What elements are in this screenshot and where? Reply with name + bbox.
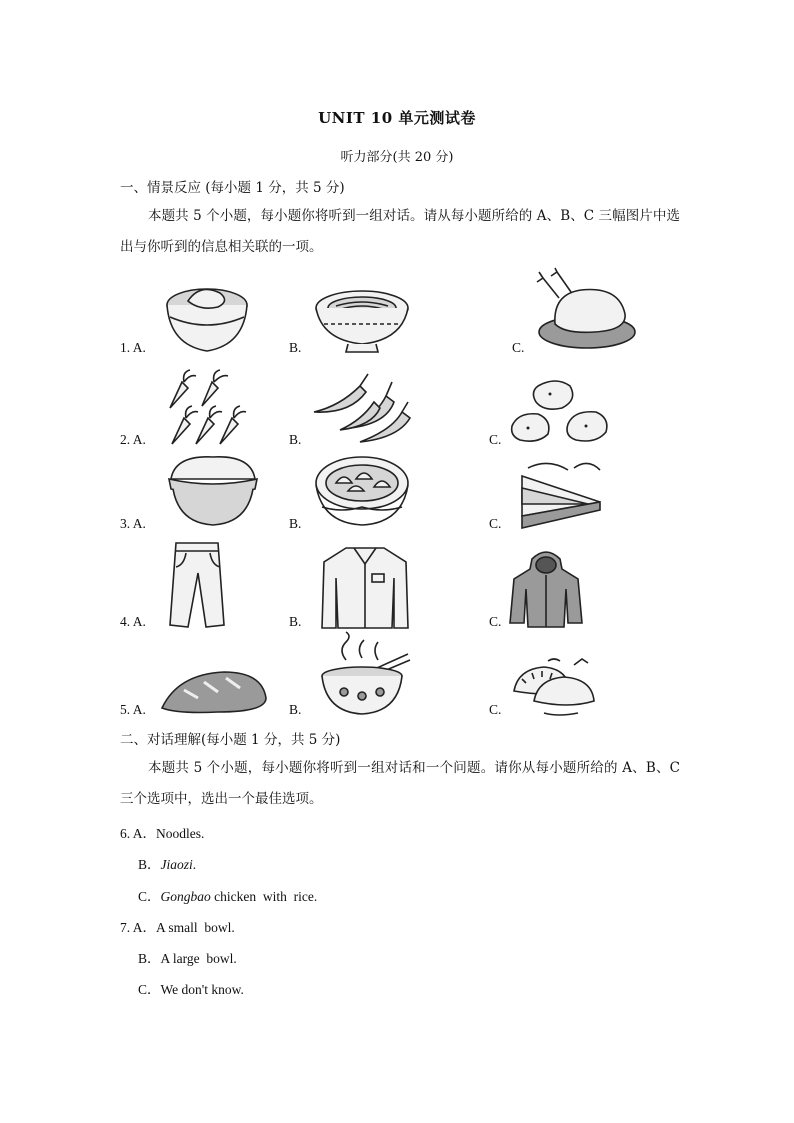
option-text: chicken with rice. bbox=[210, 889, 318, 904]
q1-label-b: B. bbox=[289, 340, 302, 355]
option-letter: B． bbox=[138, 857, 161, 872]
option-letter: A． bbox=[132, 826, 157, 841]
section2-instruction: 本题共 5 个小题，每小题你将听到一组对话和一个问题。请你从每小题所给的 A、B、C 三个选项中，选出一个最佳选项。 bbox=[120, 760, 680, 807]
q3-label-a: 3. A. bbox=[120, 516, 146, 531]
q4-label-a: 4. A. bbox=[120, 614, 146, 629]
pants-icon bbox=[162, 539, 232, 631]
carrots-icon bbox=[162, 368, 246, 448]
option-text: . bbox=[192, 857, 197, 872]
question-number: 7. bbox=[120, 920, 131, 935]
option-italic-text: Jiaozi bbox=[160, 857, 193, 872]
q5-label-a: 5. A. bbox=[120, 702, 146, 717]
option-text: Noodles. bbox=[156, 826, 205, 841]
roast-chicken-icon bbox=[535, 268, 639, 354]
section1-heading: 一、情景反应 (每小题 1 分，共 5 分) bbox=[120, 180, 345, 196]
q7-option-c[interactable] bbox=[138, 978, 244, 998]
potatoes-icon bbox=[508, 376, 628, 446]
rice-bowl-with-chicken-icon bbox=[160, 283, 255, 355]
rice-bowl-icon bbox=[165, 453, 261, 529]
option-letter: C． bbox=[138, 889, 161, 904]
question-number: 6. bbox=[120, 826, 131, 841]
option-text: A large bowl. bbox=[160, 951, 237, 966]
option-letter: A． bbox=[132, 920, 157, 935]
noodle-bowl-icon bbox=[312, 288, 412, 356]
chili-peppers-icon bbox=[310, 372, 414, 448]
q3-label-b: B. bbox=[289, 516, 302, 531]
option-letter: C． bbox=[138, 982, 161, 997]
q4-label-b: B. bbox=[289, 614, 302, 629]
sandwich-icon bbox=[508, 458, 608, 534]
dumpling-soup-bowl-icon bbox=[312, 453, 412, 529]
dumplings-icon bbox=[508, 655, 604, 717]
shirt-icon bbox=[318, 544, 412, 630]
q6-option-c[interactable] bbox=[138, 885, 317, 905]
q6-option-b[interactable] bbox=[138, 853, 196, 873]
q1-label-a: 1. A. bbox=[120, 340, 146, 355]
q2-label-a: 2. A. bbox=[120, 432, 146, 447]
page-title: UNIT 10 单元测试卷 bbox=[318, 109, 476, 127]
option-text: We don't know. bbox=[160, 982, 244, 997]
q5-label-b: B. bbox=[289, 702, 302, 717]
q3-label-c: C. bbox=[489, 516, 502, 531]
option-letter: B． bbox=[138, 951, 161, 966]
q4-label-c: C. bbox=[489, 614, 502, 629]
q2-label-c: C. bbox=[489, 432, 502, 447]
jacket-icon bbox=[508, 549, 584, 629]
q7-option-b[interactable] bbox=[138, 947, 237, 967]
section2-heading: 二、对话理解(每小题 1 分，共 5 分) bbox=[120, 732, 341, 748]
q1-label-c: C. bbox=[512, 340, 525, 355]
q5-label-c: C. bbox=[489, 702, 502, 717]
q7-option-a[interactable] bbox=[120, 916, 235, 936]
option-text: A small bowl. bbox=[156, 920, 235, 935]
section1-instruction: 本题共 5 个小题，每小题你将听到一组对话。请从每小题所给的 A、B、C 三幅图片中选出与你听到的信息相关联的一项。 bbox=[120, 208, 680, 255]
q2-label-b: B. bbox=[289, 432, 302, 447]
page-subtitle: 听力部分(共 20 分) bbox=[340, 150, 454, 165]
q6-option-a[interactable] bbox=[120, 822, 204, 842]
bread-icon bbox=[158, 668, 270, 718]
hot-noodles-icon bbox=[316, 636, 412, 718]
option-italic-text: Gongbao bbox=[160, 889, 211, 904]
